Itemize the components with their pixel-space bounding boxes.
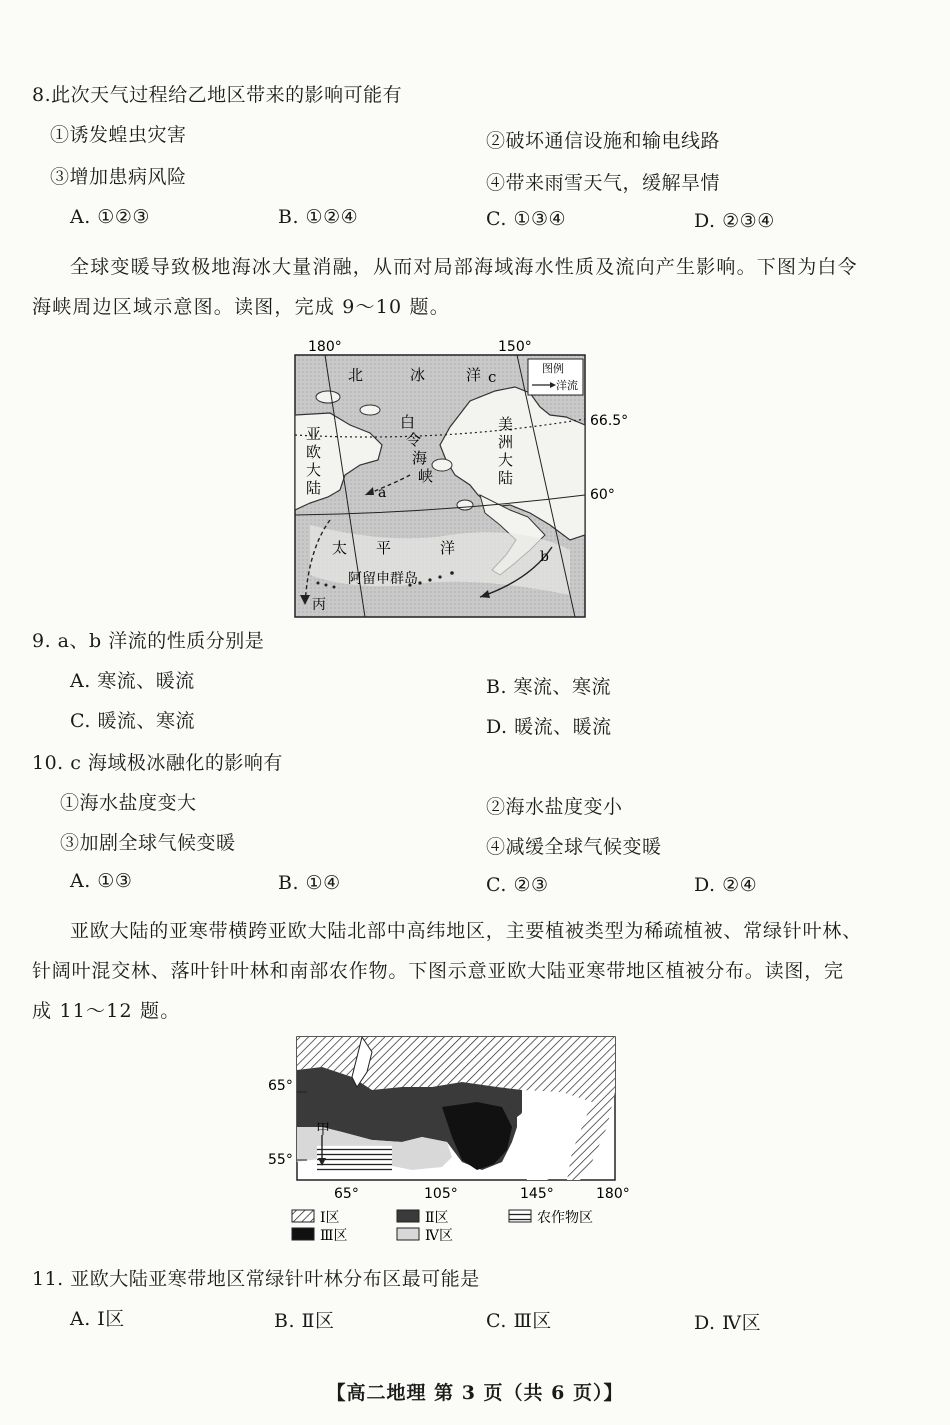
q8-option-a: A. ①②③ <box>70 206 150 228</box>
bering-char-2: 令 <box>406 431 422 449</box>
q8-stem: 8.此次天气过程给乙地区带来的影响可能有 <box>32 84 403 106</box>
q8-option-b: B. ①②④ <box>278 206 359 228</box>
intro2-line2: 针阔叶混交林、落叶针叶林和南部农作物。下图示意亚欧大陆亚寒带地区植被分布。读图，完 <box>32 960 844 982</box>
q9-option-b: B. 寒流、寒流 <box>486 676 612 698</box>
q11-option-b: B. Ⅱ区 <box>274 1310 335 1332</box>
intro2-line1: 亚欧大陆的亚寒带横跨亚欧大陆北部中高纬地区，主要植被类型为稀疏植被、常绿针叶林、 <box>70 920 863 942</box>
map2-jia: 甲 <box>316 1122 330 1138</box>
q10-option-c: C. ②③ <box>486 874 549 896</box>
bering-char-1: 白 <box>400 413 416 431</box>
intro1-line1: 全球变暖导致极地海冰大量消融，从而对局部海域海水性质及流向产生影响。下图为白令 <box>70 256 858 278</box>
map1-legend-title: 图例 <box>542 362 564 375</box>
current-a-label: a <box>378 485 387 501</box>
q10-option-a: A. ①③ <box>70 870 133 892</box>
aleutian-label: 阿留申群岛 <box>348 571 418 587</box>
legend-zone-4: Ⅳ区 <box>425 1228 453 1244</box>
bering-char-4: 峡 <box>418 467 434 485</box>
current-c-label: c <box>488 368 497 386</box>
america-char-2: 洲 <box>498 433 514 451</box>
q10-item-3: ③加剧全球气候变暖 <box>60 832 236 854</box>
map1-lat-top: 66.5° <box>590 413 629 429</box>
q8-option-d: D. ②③④ <box>694 210 775 232</box>
map2-lat65: 65° <box>268 1078 293 1094</box>
bering-strait-map <box>270 335 640 620</box>
eurasia-char-4: 陆 <box>306 479 322 497</box>
map2-lat55: 55° <box>268 1152 293 1168</box>
q10-option-d: D. ②④ <box>694 874 758 896</box>
q11-stem: 11. 亚欧大陆亚寒带地区常绿针叶林分布区最可能是 <box>32 1268 480 1290</box>
intro2-line3: 成 11～12 题。 <box>32 1000 181 1022</box>
legend-zone-1: Ⅰ区 <box>320 1210 340 1226</box>
legend-zone-3: Ⅲ区 <box>320 1228 348 1244</box>
pacific-char-3: 洋 <box>440 539 456 557</box>
q9-stem: 9. a、b 洋流的性质分别是 <box>32 630 265 652</box>
q11-option-a: A. Ⅰ区 <box>70 1308 125 1330</box>
arctic-char-2: 冰 <box>410 366 426 384</box>
america-char-4: 陆 <box>498 469 514 487</box>
q8-item-3: ③增加患病风险 <box>50 166 187 188</box>
q8-item-4: ④带来雨雪天气，缓解旱情 <box>486 172 721 194</box>
legend-zone-2: Ⅱ区 <box>425 1210 449 1226</box>
america-char-1: 美 <box>498 415 514 433</box>
q11-option-d: D. Ⅳ区 <box>694 1312 762 1334</box>
eurasia-char-2: 欧 <box>306 443 322 461</box>
q9-option-a: A. 寒流、暖流 <box>70 670 195 692</box>
bing-label: 丙 <box>312 597 326 613</box>
page-footer: 【高二地理 第 3 页（共 6 页）】 <box>326 1382 624 1404</box>
intro1-line2: 海峡周边区域示意图。读图，完成 9～10 题。 <box>32 296 450 318</box>
pacific-char-1: 太 <box>332 539 348 557</box>
legend-crops: 农作物区 <box>537 1210 593 1226</box>
map2-lon105: 105° <box>424 1186 458 1202</box>
q9-option-d: D. 暖流、暖流 <box>486 716 612 738</box>
q10-item-1: ①海水盐度变大 <box>60 792 197 814</box>
q8-item-1: ①诱发蝗虫灾害 <box>50 124 187 146</box>
current-b-label: b <box>540 549 549 565</box>
america-char-3: 大 <box>498 451 514 469</box>
bering-char-3: 海 <box>412 449 428 467</box>
map2-lon65: 65° <box>334 1186 359 1202</box>
map1-lon-left: 180° <box>308 339 342 355</box>
eurasia-char-1: 亚 <box>306 425 322 443</box>
q8-item-2: ②破坏通信设施和输电线路 <box>486 130 721 152</box>
map2-lon145: 145° <box>520 1186 554 1202</box>
q10-item-4: ④减缓全球气候变暖 <box>486 836 662 858</box>
q10-option-b: B. ①④ <box>278 872 341 894</box>
pacific-char-2: 平 <box>376 539 392 557</box>
map1-lat-bottom: 60° <box>590 487 615 503</box>
q9-option-c: C. 暖流、寒流 <box>70 710 195 732</box>
map1-legend-item: 洋流 <box>556 379 578 392</box>
arctic-char-1: 北 <box>348 366 364 384</box>
map2-lon180: 180° <box>596 1186 630 1202</box>
q10-stem: 10. c 海域极冰融化的影响有 <box>32 752 283 774</box>
map1-lon-right: 150° <box>498 339 532 355</box>
eurasia-char-3: 大 <box>306 461 322 479</box>
q10-item-2: ②海水盐度变小 <box>486 796 623 818</box>
q11-option-c: C. Ⅲ区 <box>486 1310 552 1332</box>
subarctic-vegetation-map <box>262 1032 642 1247</box>
arctic-char-3: 洋 <box>466 366 482 384</box>
q8-option-c: C. ①③④ <box>486 208 567 230</box>
